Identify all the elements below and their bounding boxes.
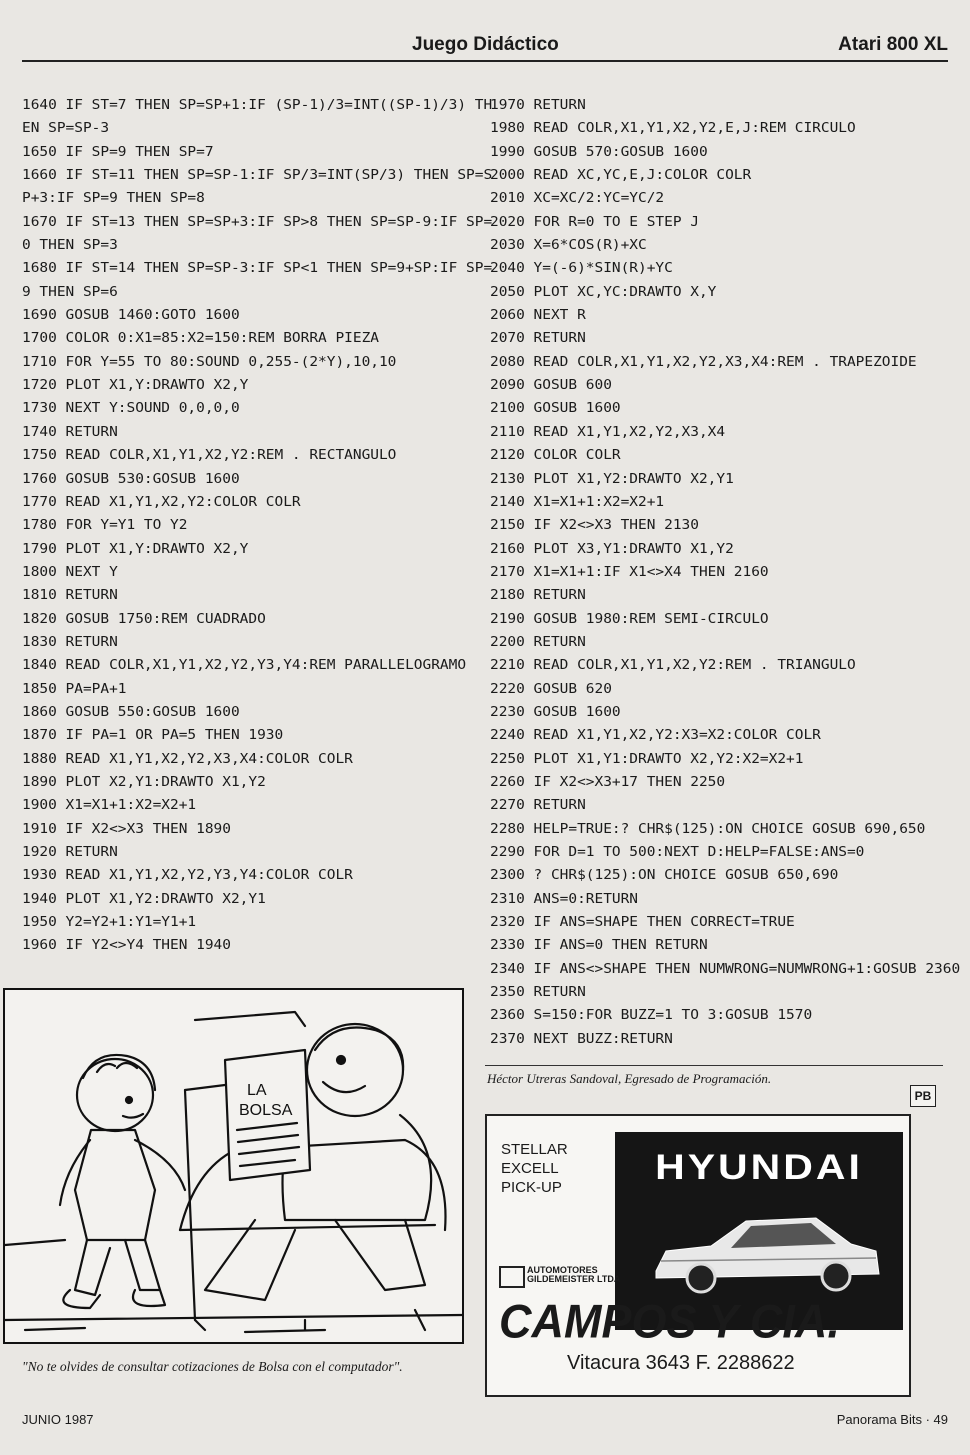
newspaper-line2: BOLSA [239, 1102, 293, 1119]
code-line: 1970 RETURN [490, 98, 586, 113]
code-line: 1640 IF ST=7 THEN SP=SP+1:IF (SP-1)/3=INT((SP-1)/3) TH [22, 98, 493, 113]
code-line: 2170 X1=X1+1:IF X1<>X4 THEN 2160 [490, 564, 769, 580]
code-line: 1650 IF SP=9 THEN SP=7 [22, 144, 214, 160]
model-name: EXCELL [501, 1160, 559, 1177]
code-line: 2010 XC=XC/2:YC=YC/2 [490, 191, 665, 207]
code-line: 2370 NEXT BUZZ:RETURN [490, 1031, 673, 1047]
code-line: 1750 READ COLR,X1,Y1,X2,Y2:REM . RECTANGULO [22, 448, 397, 464]
code-line: 2210 READ COLR,X1,Y1,X2,Y2:REM . TRIANGULO [490, 658, 856, 674]
code-line: 2140 X1=X1+1:X2=X2+1 [490, 494, 665, 510]
code-line: 1700 COLOR 0:X1=85:X2=150:REM BORRA PIEZA [22, 331, 379, 347]
code-line: 2080 READ COLR,X1,Y1,X2,Y2,X3,X4:REM . TRAPEZOIDE [490, 354, 917, 370]
section-title: Juego Didáctico [412, 34, 559, 55]
code-line: 0 THEN SP=3 [22, 238, 118, 254]
code-line: 1850 PA=PA+1 [22, 681, 127, 697]
code-line: 1760 GOSUB 530:GOSUB 1600 [22, 471, 240, 487]
code-line: 2290 FOR D=1 TO 500:NEXT D:HELP=FALSE:ANS=0 [490, 845, 865, 860]
code-line: 2260 IF X2<>X3+17 THEN 2250 [490, 774, 726, 790]
dealer-line1: AUTOMOTORES [527, 1265, 598, 1275]
code-line: 1950 Y2=Y2+1:Y1=Y1+1 [22, 915, 197, 931]
code-line: 1920 RETURN [22, 845, 118, 860]
code-line: 2070 RETURN [490, 331, 586, 347]
code-line: 2040 Y=(-6)*SIN(R)+YC [490, 261, 673, 277]
dealer-logo-icon [499, 1266, 525, 1288]
code-line: 2350 RETURN [490, 985, 586, 1001]
code-line: 2110 READ X1,Y1,X2,Y2,X3,X4 [490, 424, 726, 440]
code-line: 1930 READ X1,Y1,X2,Y2,Y3,Y4:COLOR COLR [22, 868, 353, 884]
author-credit: Héctor Utreras Sandoval, Egresado de Programación. [487, 1071, 772, 1086]
code-line: 2200 RETURN [490, 634, 586, 650]
code-line: 2120 COLOR COLR [490, 448, 621, 464]
newspaper-line1: LA [247, 1082, 267, 1099]
code-line: 1780 FOR Y=Y1 TO Y2 [22, 518, 188, 534]
code-line: 1990 GOSUB 570:GOSUB 1600 [490, 144, 708, 160]
model-name: STELLAR [501, 1141, 568, 1158]
code-line: P+3:IF SP=9 THEN SP=8 [22, 191, 205, 207]
code-line: 1770 READ X1,Y1,X2,Y2:COLOR COLR [22, 494, 301, 510]
code-line: 2030 X=6*COS(R)+XC [490, 238, 647, 254]
code-line: 1690 GOSUB 1460:GOTO 1600 [22, 308, 240, 324]
code-line: 2090 GOSUB 600 [490, 378, 612, 394]
code-line: 1680 IF ST=14 THEN SP=SP-3:IF SP<1 THEN SP=9+SP:IF SP= [22, 261, 493, 277]
code-line: 2280 HELP=TRUE:? CHR$(125):ON CHOICE GOSUB 690,650 [490, 821, 926, 837]
car-icon [651, 1206, 881, 1306]
code-line: 1870 IF PA=1 OR PA=5 THEN 1930 [22, 728, 284, 744]
code-line: 2100 GOSUB 1600 [490, 401, 621, 417]
code-line: 1790 PLOT X1,Y:DRAWTO X2,Y [22, 541, 249, 557]
code-line: 2150 IF X2<>X3 THEN 2130 [490, 518, 699, 534]
code-line: 1710 FOR Y=55 TO 80:SOUND 0,255-(2*Y),10,10 [22, 354, 397, 370]
code-line: 2320 IF ANS=SHAPE THEN CORRECT=TRUE [490, 915, 795, 931]
code-line: 2190 GOSUB 1980:REM SEMI-CIRCULO [490, 611, 769, 627]
code-line: 2130 PLOT X1,Y2:DRAWTO X2,Y1 [490, 471, 734, 487]
code-line: 1830 RETURN [22, 634, 118, 650]
code-line: 2300 ? CHR$(125):ON CHOICE GOSUB 650,690 [490, 868, 839, 884]
code-line: 2340 IF ANS<>SHAPE THEN NUMWRONG=NUMWRONG+1:GOSUB 2360 [490, 961, 961, 977]
code-line: 2310 ANS=0:RETURN [490, 891, 639, 907]
code-line: 2180 RETURN [490, 588, 586, 604]
dealer-brand-name: CAMPOS Y CIA. [499, 1294, 840, 1349]
code-line: 2020 FOR R=0 TO E STEP J [490, 214, 699, 230]
code-line: 2050 PLOT XC,YC:DRAWTO X,Y [490, 284, 717, 300]
code-line: 1940 PLOT X1,Y2:DRAWTO X2,Y1 [22, 891, 266, 907]
footer-date: JUNIO 1987 [22, 1412, 94, 1427]
dealer-name [527, 1266, 620, 1284]
model-name: PICK-UP [501, 1179, 562, 1196]
code-listing-right [490, 94, 960, 1051]
cartoon-caption: "No te olvides de consultar cotizaciones de Bolsa con el computador". [22, 1359, 403, 1374]
model-list [501, 1140, 568, 1197]
code-line: 2360 S=150:FOR BUZZ=1 TO 3:GOSUB 1570 [490, 1008, 813, 1024]
header-rule [22, 60, 948, 62]
code-line: 1910 IF X2<>X3 THEN 1890 [22, 821, 231, 837]
code-line: 2250 PLOT X1,Y1:DRAWTO X2,Y2:X2=X2+1 [490, 751, 804, 767]
code-line: 1890 PLOT X2,Y1:DRAWTO X1,Y2 [22, 774, 266, 790]
code-line: 1800 NEXT Y [22, 564, 118, 580]
dealer-line2: GILDEMEISTER LTDA [527, 1274, 621, 1284]
footer-page: Panorama Bits · 49 [836, 1412, 948, 1427]
brand-logo: HYUNDAI [655, 1147, 863, 1187]
code-line: 1980 READ COLR,X1,Y1,X2,Y2,E,J:REM CIRCULO [490, 121, 856, 137]
code-line: 2270 RETURN [490, 798, 586, 814]
pb-badge: PB [910, 1085, 936, 1107]
code-line: 1840 READ COLR,X1,Y1,X2,Y2,Y3,Y4:REM PARALLELOGRAMO [22, 658, 467, 674]
code-line: 1860 GOSUB 550:GOSUB 1600 [22, 704, 240, 720]
code-line: 1820 GOSUB 1750:REM CUADRADO [22, 611, 266, 627]
code-line: 2230 GOSUB 1600 [490, 704, 621, 720]
code-line: 1740 RETURN [22, 424, 118, 440]
code-line: 9 THEN SP=6 [22, 284, 118, 300]
hyundai-advertisement [485, 1114, 911, 1397]
code-line: 1670 IF ST=13 THEN SP=SP+3:IF SP>8 THEN SP=SP-9:IF SP= [22, 214, 493, 230]
code-line: 1730 NEXT Y:SOUND 0,0,0,0 [22, 401, 240, 417]
code-line: 1960 IF Y2<>Y4 THEN 1940 [22, 938, 231, 954]
dealer-address: Vitacura 3643 F. 2288622 [567, 1352, 795, 1374]
code-line: 1660 IF ST=11 THEN SP=SP-1:IF SP/3=INT(SP/3) THEN SP=S [22, 168, 493, 184]
code-line: 2240 READ X1,Y1,X2,Y2:X3=X2:COLOR COLR [490, 728, 821, 744]
machine-title: Atari 800 XL [838, 34, 948, 55]
code-line: 2220 GOSUB 620 [490, 681, 612, 697]
credit-divider [485, 1065, 943, 1066]
code-line: 1880 READ X1,Y1,X2,Y2,X3,X4:COLOR COLR [22, 751, 353, 767]
code-line: 1810 RETURN [22, 588, 118, 604]
code-listing-left [22, 94, 492, 958]
code-line: EN SP=SP-3 [22, 121, 110, 137]
code-line: 2160 PLOT X3,Y1:DRAWTO X1,Y2 [490, 541, 734, 557]
code-line: 2330 IF ANS=0 THEN RETURN [490, 938, 708, 954]
cartoon-drawing [5, 990, 462, 1342]
code-line: 1720 PLOT X1,Y:DRAWTO X2,Y [22, 378, 249, 394]
code-line: 2000 READ XC,YC,E,J:COLOR COLR [490, 168, 752, 184]
cartoon-illustration [3, 988, 464, 1344]
code-line: 1900 X1=X1+1:X2=X2+1 [22, 798, 197, 814]
code-line: 2060 NEXT R [490, 308, 586, 324]
